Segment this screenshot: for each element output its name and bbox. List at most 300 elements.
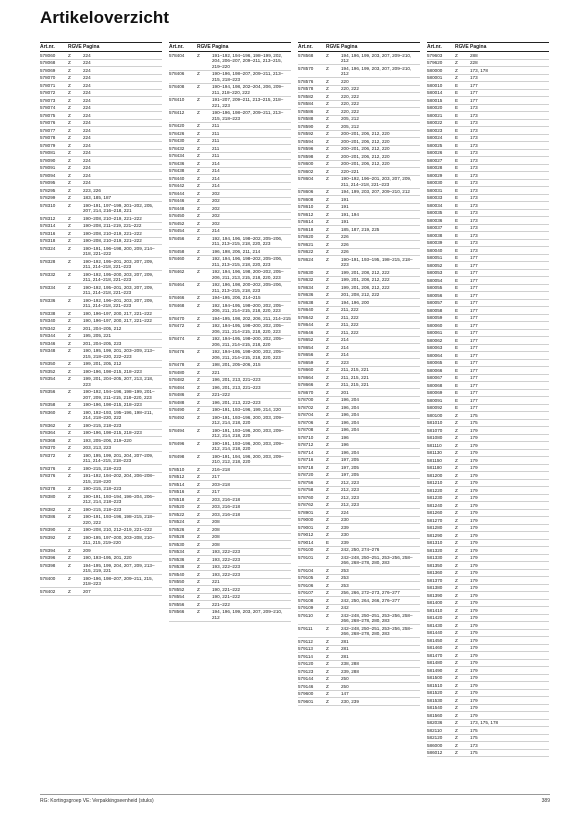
packaging-unit bbox=[462, 450, 470, 456]
discount-group: Z bbox=[455, 532, 458, 538]
table-row bbox=[40, 135, 162, 143]
article-number: 579146 bbox=[298, 683, 314, 689]
packaging-unit bbox=[75, 341, 83, 347]
table-row bbox=[427, 442, 549, 450]
table-row bbox=[298, 590, 420, 598]
packaging-unit bbox=[462, 308, 470, 314]
page-refs: 205, 212 bbox=[341, 116, 359, 121]
article-number: 580024 bbox=[427, 135, 443, 140]
article-number: 578901 bbox=[298, 509, 314, 515]
page-refs: 190–191, 196–198, 200, 209, 214–218, 221–222 bbox=[83, 245, 155, 256]
table-row bbox=[427, 307, 549, 315]
packaging-unit bbox=[204, 191, 212, 197]
packaging-unit bbox=[462, 390, 470, 396]
page-refs: 221–222 bbox=[212, 392, 230, 397]
page-refs: 191, 194 bbox=[341, 211, 359, 217]
page-refs: 185, 187, 219, 225 bbox=[341, 226, 380, 232]
packaging-unit bbox=[333, 691, 341, 697]
packaging-unit bbox=[75, 445, 83, 451]
table-row bbox=[427, 360, 549, 368]
packaging-unit bbox=[333, 86, 341, 92]
table-row bbox=[298, 146, 420, 154]
packaging-unit bbox=[333, 360, 341, 366]
page-refs: 224 bbox=[83, 75, 91, 80]
packaging-unit bbox=[333, 669, 341, 675]
discount-group: Z bbox=[326, 524, 329, 530]
discount-group: Z bbox=[326, 234, 329, 239]
page-refs: 224 bbox=[341, 509, 349, 515]
discount-group: Z bbox=[197, 138, 200, 143]
article-number: 578534 bbox=[169, 549, 185, 554]
discount-group: Z bbox=[455, 457, 458, 463]
page-refs: 212, 223 bbox=[341, 502, 359, 507]
packaging-unit bbox=[204, 295, 212, 301]
packaging-unit bbox=[462, 188, 470, 194]
discount-group: Z bbox=[197, 315, 200, 321]
packaging-unit bbox=[333, 676, 341, 682]
table-row bbox=[40, 340, 162, 348]
packaging-unit bbox=[204, 377, 212, 383]
discount-group: Z bbox=[197, 362, 200, 367]
page-refs: 175 bbox=[470, 412, 478, 418]
discount-group: Z bbox=[326, 108, 329, 114]
page-refs: 177 bbox=[470, 390, 478, 395]
discount-group: Z bbox=[197, 295, 200, 300]
page-refs: 173 bbox=[470, 225, 478, 230]
article-number: 580000 bbox=[427, 67, 443, 73]
page-refs: 190–191, 193–196, 200, 203, 209–212, 214, 218, 220 bbox=[212, 440, 284, 451]
table-row bbox=[40, 402, 162, 410]
page-refs: 175 bbox=[470, 750, 478, 755]
page-refs: 211, 222 bbox=[341, 329, 359, 335]
discount-group: Z bbox=[455, 67, 458, 73]
page-refs: 224 bbox=[83, 165, 91, 170]
page-refs: 177 bbox=[470, 352, 478, 358]
discount-group: Z bbox=[326, 249, 329, 254]
packaging-unit bbox=[204, 512, 212, 518]
packaging-unit bbox=[462, 510, 470, 516]
article-number: 578314 bbox=[40, 223, 56, 228]
table-row bbox=[169, 549, 291, 557]
page-refs: 196, 204 bbox=[341, 419, 359, 425]
table-row bbox=[169, 384, 291, 392]
page-refs: 202 bbox=[212, 190, 220, 196]
page-refs: 202 bbox=[212, 205, 220, 211]
discount-group: Z bbox=[68, 514, 71, 519]
page-refs: 208 bbox=[212, 541, 220, 547]
article-number: 578524 bbox=[169, 519, 185, 524]
table-row bbox=[298, 292, 420, 300]
page-refs: 190–192, 195–200, 203, 207, 209, 211, 214–218, 221–223 bbox=[83, 271, 154, 282]
packaging-unit bbox=[333, 116, 341, 122]
article-number: 581560 bbox=[427, 712, 443, 718]
packaging-unit bbox=[333, 66, 341, 77]
packaging-unit bbox=[204, 564, 212, 570]
packaging-unit bbox=[462, 653, 470, 659]
table-row bbox=[427, 337, 549, 345]
table-row bbox=[169, 541, 291, 549]
discount-group: Z bbox=[326, 449, 329, 455]
article-number: 578492 bbox=[169, 414, 185, 420]
article-number: 578670 bbox=[298, 389, 314, 395]
packaging-unit bbox=[462, 203, 470, 209]
article-number: 580051 bbox=[427, 255, 443, 260]
discount-group: Z bbox=[68, 105, 71, 110]
packaging-unit bbox=[462, 68, 470, 74]
discount-group: Z bbox=[326, 93, 329, 99]
article-number: 581180 bbox=[427, 465, 442, 470]
packaging-unit bbox=[462, 480, 470, 486]
article-number: 578446 bbox=[169, 198, 185, 203]
table-row bbox=[298, 472, 420, 480]
article-number: 580059 bbox=[427, 315, 443, 320]
table-row bbox=[298, 676, 420, 684]
page-refs: 224 bbox=[83, 82, 91, 88]
table-row bbox=[427, 375, 549, 383]
discount-group: Z bbox=[68, 157, 71, 163]
article-number: 579120 bbox=[298, 661, 314, 666]
discount-group: E bbox=[455, 360, 459, 365]
page-refs: 212, 223 bbox=[341, 487, 359, 492]
page-refs: 173 bbox=[470, 195, 478, 200]
discount-group: Z bbox=[455, 570, 458, 575]
table-row bbox=[427, 600, 549, 608]
packaging-unit bbox=[75, 272, 83, 283]
article-number: 578312 bbox=[40, 215, 56, 221]
table-row bbox=[427, 412, 549, 420]
table-row bbox=[298, 419, 420, 427]
page-refs: 175 bbox=[470, 420, 478, 425]
discount-group: Z bbox=[68, 97, 71, 103]
discount-group: Z bbox=[326, 547, 329, 552]
discount-group: Z bbox=[455, 465, 458, 470]
table-row bbox=[427, 217, 549, 225]
table-row bbox=[298, 524, 420, 532]
table-row bbox=[169, 519, 291, 527]
page-refs: 192, 196, 198, 200–202, 205–206, 211, 213–215, 218, 223 bbox=[212, 282, 283, 293]
packaging-unit bbox=[75, 68, 83, 74]
page-refs: 177 bbox=[470, 262, 478, 268]
discount-group: Z bbox=[68, 348, 71, 353]
discount-group: Z bbox=[326, 256, 329, 262]
page-refs: 190, 196–197, 200, 217, 221–222 bbox=[83, 310, 152, 316]
article-number: 578610 bbox=[298, 204, 314, 209]
discount-group: Z bbox=[326, 322, 329, 327]
packaging-unit bbox=[333, 197, 341, 203]
page-refs: 190–191, 193–195, 198–215, 218–223 bbox=[341, 256, 413, 267]
packaging-unit bbox=[462, 195, 470, 201]
article-number: 578378 bbox=[40, 486, 56, 491]
page-refs: 190–196, 198–215, 218–223 bbox=[83, 430, 142, 435]
page-refs: 196 bbox=[341, 442, 349, 447]
packaging-unit bbox=[204, 467, 212, 473]
discount-group: Z bbox=[68, 187, 71, 193]
discount-group: E bbox=[455, 315, 459, 320]
article-number: 579000 bbox=[298, 517, 314, 522]
packaging-unit bbox=[75, 259, 83, 270]
article-number: 581130 bbox=[427, 450, 442, 455]
article-number: 581200 bbox=[427, 472, 443, 478]
table-row bbox=[427, 622, 549, 630]
discount-group: Z bbox=[68, 340, 71, 346]
column-header bbox=[427, 42, 549, 52]
discount-group: Z bbox=[455, 615, 458, 620]
discount-group: Z bbox=[455, 562, 458, 568]
page-refs: 190–196, 198–215, 218–223 bbox=[83, 368, 142, 374]
page-refs: 230, 239 bbox=[341, 698, 359, 704]
page-refs: 179 bbox=[470, 712, 478, 718]
article-number: 578578 bbox=[298, 86, 314, 91]
page-refs: 224 bbox=[83, 105, 91, 110]
page-refs: 192, 194–195, 198–200, 202, 205–206, 211, 214–215, 218, 220, 223 bbox=[212, 323, 284, 334]
page-refs: 173 bbox=[470, 210, 478, 215]
table-row bbox=[298, 661, 420, 669]
table-row bbox=[298, 464, 420, 472]
packaging-unit bbox=[204, 269, 212, 280]
article-number: 581210 bbox=[427, 480, 443, 485]
discount-group: Z bbox=[197, 440, 200, 446]
page-refs: 205, 212 bbox=[341, 123, 359, 129]
discount-group: Z bbox=[455, 450, 458, 455]
discount-group: Z bbox=[68, 437, 71, 443]
article-number: 580054 bbox=[427, 277, 443, 283]
table-row bbox=[298, 382, 420, 390]
packaging-unit bbox=[204, 415, 212, 426]
discount-group: Z bbox=[326, 567, 329, 573]
article-number: 578310 bbox=[40, 202, 56, 208]
page-refs: 196, 201, 213, 221–223 bbox=[212, 377, 261, 382]
discount-group: E bbox=[455, 390, 459, 395]
header-ve: VE bbox=[333, 44, 340, 50]
discount-group: Z bbox=[326, 427, 329, 432]
table-row bbox=[427, 675, 549, 683]
article-number: 578538 bbox=[169, 564, 185, 569]
discount-group: E bbox=[455, 217, 459, 223]
page-refs: 223 bbox=[341, 359, 349, 365]
table-row bbox=[427, 682, 549, 690]
table-row bbox=[427, 690, 549, 698]
table-row bbox=[40, 473, 162, 486]
discount-group: Z bbox=[68, 75, 71, 80]
packaging-unit bbox=[204, 587, 212, 593]
page-refs: 224 bbox=[83, 52, 91, 58]
page-refs: 250 bbox=[341, 676, 349, 681]
page-refs: 190–215, 218–223 bbox=[83, 422, 122, 428]
table-row bbox=[298, 277, 420, 285]
table-row bbox=[427, 525, 549, 533]
page-refs: 221 bbox=[212, 579, 220, 584]
discount-group: Z bbox=[455, 487, 458, 493]
article-number: 580057 bbox=[427, 300, 443, 305]
article-number: 578454 bbox=[169, 228, 185, 233]
article-number: 581320 bbox=[427, 547, 443, 553]
packaging-unit bbox=[75, 369, 83, 375]
page-refs: 281 bbox=[341, 653, 349, 659]
index-columns bbox=[40, 42, 550, 755]
footer-divider bbox=[40, 794, 550, 795]
discount-group: E bbox=[455, 322, 459, 328]
packaging-unit bbox=[462, 113, 470, 119]
discount-group: Z bbox=[455, 495, 458, 500]
page-refs: 193, 222–223 bbox=[212, 571, 241, 577]
page-refs: 253 bbox=[341, 582, 349, 588]
discount-group: Z bbox=[197, 282, 200, 287]
page-refs: 203, 216–218 bbox=[212, 504, 241, 509]
discount-group: Z bbox=[455, 735, 458, 740]
page-refs: 191–192, 194–202, 204, 206–208–215, 218–220 bbox=[83, 473, 155, 484]
article-number: 579110 bbox=[298, 612, 313, 618]
packaging-unit bbox=[333, 540, 341, 546]
page-refs: 199, 201, 208, 212, 222 bbox=[341, 269, 390, 275]
page-refs: 177 bbox=[470, 277, 478, 283]
discount-group: Z bbox=[68, 284, 71, 290]
packaging-unit bbox=[75, 223, 83, 229]
page-refs: 194, 196, 199, 203, 207, 209–210, 212 bbox=[341, 52, 412, 63]
table-row bbox=[298, 138, 420, 146]
packaging-unit bbox=[333, 532, 341, 538]
table-row bbox=[427, 82, 549, 90]
table-row bbox=[427, 142, 549, 150]
header-art-nr: Art.nr. bbox=[40, 44, 55, 50]
packaging-unit bbox=[333, 139, 341, 145]
discount-group: E bbox=[455, 382, 459, 388]
packaging-unit bbox=[333, 169, 341, 175]
page-refs: 288 bbox=[470, 52, 478, 58]
table-row bbox=[298, 352, 420, 360]
table-row bbox=[40, 297, 162, 310]
table-row bbox=[169, 315, 291, 323]
table-row bbox=[40, 588, 162, 596]
article-number: 578566 bbox=[169, 609, 185, 614]
table-row bbox=[427, 742, 549, 750]
page-refs: 177 bbox=[470, 337, 478, 343]
table-row bbox=[298, 683, 420, 691]
table-row bbox=[298, 597, 420, 605]
article-number: 581280 bbox=[427, 525, 443, 530]
discount-group: Z bbox=[68, 195, 71, 200]
article-number: 581310 bbox=[427, 540, 443, 545]
table-row bbox=[40, 506, 162, 514]
page-refs: 220, 222 bbox=[341, 101, 359, 106]
article-number: 580066 bbox=[427, 367, 443, 373]
header-pagina: Pagina bbox=[470, 44, 487, 50]
discount-group: Z bbox=[197, 519, 200, 524]
article-number: 582120 bbox=[427, 735, 443, 740]
packaging-unit bbox=[462, 75, 470, 81]
article-number: 579107 bbox=[298, 590, 314, 595]
packaging-unit bbox=[333, 450, 341, 456]
discount-group: Z bbox=[68, 202, 71, 208]
packaging-unit bbox=[204, 497, 212, 503]
table-row bbox=[40, 422, 162, 430]
table-row bbox=[169, 295, 291, 303]
table-row bbox=[169, 466, 291, 474]
discount-group: Z bbox=[326, 597, 329, 603]
discount-group: Z bbox=[326, 352, 329, 357]
discount-group: Z bbox=[326, 382, 329, 387]
table-row bbox=[298, 176, 420, 189]
discount-group: Z bbox=[326, 116, 329, 121]
table-row bbox=[40, 555, 162, 563]
discount-group: Z bbox=[68, 150, 71, 155]
page-refs: 179 bbox=[470, 525, 478, 530]
discount-group: Z bbox=[68, 142, 71, 148]
discount-group: Z bbox=[326, 78, 329, 84]
page-refs: 208 bbox=[212, 526, 220, 532]
table-row bbox=[427, 585, 549, 593]
article-number: 578704 bbox=[298, 412, 314, 417]
packaging-unit bbox=[462, 278, 470, 284]
page-refs: 173 bbox=[470, 247, 478, 253]
table-row bbox=[427, 480, 549, 488]
table-row bbox=[427, 645, 549, 653]
article-number: 578512 bbox=[169, 474, 185, 479]
table-row bbox=[40, 172, 162, 180]
table-row bbox=[427, 577, 549, 585]
article-number: 578710 bbox=[298, 434, 314, 440]
table-row bbox=[427, 532, 549, 540]
table-row bbox=[298, 427, 420, 435]
page-refs: 192, 194, 196, 198–202, 205–206, 211, 213–215, 218, 220, 223 bbox=[212, 235, 283, 246]
article-number: 578518 bbox=[169, 496, 185, 502]
article-number: 580100 bbox=[427, 412, 443, 418]
table-row bbox=[298, 329, 420, 337]
page-title: Artikeloverzicht bbox=[40, 8, 170, 27]
page-refs: 242, 250, 264, 266, 276–277 bbox=[341, 597, 400, 603]
table-row bbox=[427, 300, 549, 308]
table-row bbox=[169, 609, 291, 622]
discount-group: Z bbox=[326, 284, 329, 290]
packaging-unit bbox=[333, 367, 341, 373]
article-number: 581510 bbox=[427, 682, 443, 688]
packaging-unit bbox=[462, 473, 470, 479]
packaging-unit bbox=[462, 293, 470, 299]
page-refs: 179 bbox=[470, 690, 478, 695]
article-number: 582036 bbox=[427, 720, 443, 725]
article-number: 581520 bbox=[427, 690, 443, 695]
packaging-unit bbox=[333, 330, 341, 336]
article-number: 578386 bbox=[40, 514, 56, 519]
table-row bbox=[298, 479, 420, 487]
discount-group: Z bbox=[326, 487, 329, 492]
packaging-unit bbox=[204, 228, 212, 234]
packaging-unit bbox=[75, 180, 83, 186]
table-row bbox=[40, 361, 162, 369]
page-refs: 201, 208, 212, 222 bbox=[341, 292, 380, 297]
table-row bbox=[298, 168, 420, 176]
discount-group: Z bbox=[68, 493, 71, 499]
discount-group: Z bbox=[326, 625, 329, 631]
table-row bbox=[427, 510, 549, 518]
discount-group: E bbox=[455, 397, 459, 403]
article-number: 578075 bbox=[40, 112, 56, 118]
article-number: 581390 bbox=[427, 592, 443, 598]
article-number: 578568 bbox=[298, 52, 314, 58]
article-number: 581460 bbox=[427, 645, 443, 650]
discount-group: E bbox=[455, 90, 459, 95]
page-refs: 190–191, 194, 196, 200, 203, 209–210, 212, 218, 220 bbox=[212, 453, 284, 464]
article-number: 578644 bbox=[298, 322, 314, 327]
table-row bbox=[427, 420, 549, 428]
packaging-unit bbox=[75, 589, 83, 595]
page-refs: 194–195, 199, 204, 207, 209, 213–215, 219, 221 bbox=[83, 562, 155, 573]
article-number: 580020 bbox=[427, 105, 443, 110]
page-refs: 224 bbox=[83, 127, 91, 133]
table-row bbox=[169, 594, 291, 602]
packaging-unit bbox=[75, 195, 83, 201]
article-number: 578464 bbox=[169, 282, 185, 287]
discount-group: Z bbox=[68, 318, 71, 323]
